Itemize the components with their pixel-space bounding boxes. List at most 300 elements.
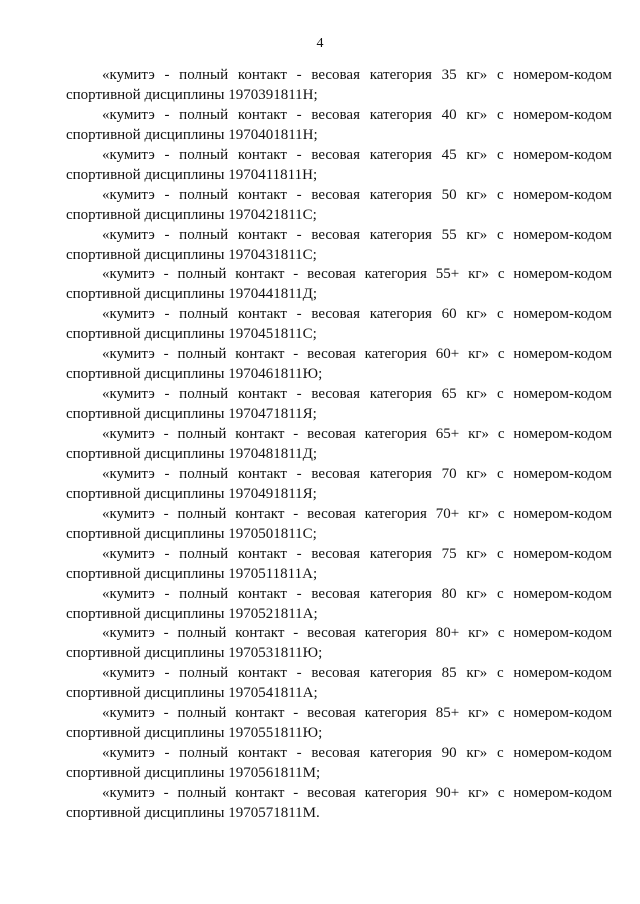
word-with: с (497, 745, 504, 762)
dash: - (164, 146, 170, 163)
word-with: с (497, 426, 505, 443)
word-with: с (497, 505, 505, 522)
word-category: категория (369, 745, 432, 762)
entry-first-line (66, 226, 612, 246)
quote-open-word: «кумитэ (102, 426, 155, 443)
entry-second-line (66, 644, 612, 664)
word-category: категория (364, 505, 427, 522)
weight-value: 55 (441, 226, 457, 243)
discipline-code: 1970511811А; (228, 565, 318, 582)
word-category: категория (369, 226, 432, 243)
dash: - (164, 67, 170, 83)
dash: - (163, 705, 169, 722)
word-category: категория (369, 386, 432, 403)
dash: - (296, 146, 302, 163)
entry-first-line (66, 505, 612, 525)
word-category: категория (364, 426, 427, 443)
entry-first-line (66, 704, 612, 724)
unit-close: кг» (466, 106, 488, 123)
word-category: категория (369, 545, 432, 562)
discipline-prefix: спортивной дисциплины (66, 326, 225, 343)
word-number-code: номером-кодом (513, 186, 612, 203)
entry-first-line (66, 425, 612, 445)
dash: - (164, 226, 170, 243)
word-weight: весовая (311, 306, 360, 323)
word-full: полный (177, 266, 227, 283)
word-number-code: номером-кодом (513, 306, 612, 323)
unit-close: кг» (468, 785, 490, 802)
weight-value: 80 (441, 585, 457, 602)
quote-open-word: «кумитэ (102, 465, 155, 482)
discipline-prefix: спортивной дисциплины (66, 565, 225, 582)
word-number-code: номером-кодом (513, 146, 612, 163)
unit-close: кг» (466, 306, 488, 323)
word-full: полный (179, 146, 229, 163)
dash: - (296, 67, 302, 83)
quote-open-word: «кумитэ (102, 346, 155, 363)
weight-value: 70 (441, 465, 457, 482)
unit-close: кг» (466, 585, 488, 602)
unit-close: кг» (468, 266, 490, 283)
discipline-prefix: спортивной дисциплины (66, 445, 225, 462)
word-full: полный (179, 465, 229, 482)
word-with: с (497, 106, 504, 123)
weight-value: 65+ (435, 426, 460, 443)
discipline-prefix: спортивной дисциплины (66, 685, 225, 702)
unit-close: кг» (466, 226, 488, 243)
dash: - (296, 106, 302, 123)
weight-value: 80+ (435, 625, 460, 642)
weight-value: 85+ (435, 705, 460, 722)
list-item (66, 385, 612, 425)
list-item (66, 226, 612, 266)
entry-second-line (66, 285, 612, 305)
weight-value: 90+ (435, 785, 460, 802)
unit-close: кг» (466, 745, 488, 762)
word-with: с (497, 226, 504, 243)
entry-second-line (66, 405, 612, 425)
dash: - (163, 625, 169, 642)
dash: - (296, 665, 302, 682)
word-weight: весовая (311, 386, 360, 403)
entry-first-line (66, 465, 612, 485)
entry-second-line (66, 525, 612, 545)
weight-value: 35 (441, 67, 457, 83)
discipline-prefix: спортивной дисциплины (66, 725, 225, 742)
weight-value: 65 (441, 386, 457, 403)
word-with: с (497, 665, 504, 682)
weight-value: 55+ (435, 266, 460, 283)
word-with: с (497, 186, 504, 203)
weight-value: 90 (441, 745, 457, 762)
dash: - (164, 465, 170, 482)
word-number-code: номером-кодом (513, 426, 612, 443)
discipline-prefix: спортивной дисциплины (66, 406, 225, 423)
unit-close: кг» (468, 705, 490, 722)
dash: - (296, 585, 302, 602)
word-number-code: номером-кодом (513, 67, 612, 83)
discipline-code: 1970531811Ю; (228, 645, 323, 662)
quote-open-word: «кумитэ (102, 226, 155, 243)
word-contact: контакт (235, 625, 285, 642)
discipline-code: 1970501811С; (228, 525, 317, 542)
discipline-code: 1970471811Я; (228, 406, 317, 423)
word-weight: весовая (311, 585, 360, 602)
word-contact: контакт (237, 146, 287, 163)
word-full: полный (179, 585, 229, 602)
list-item (66, 664, 612, 704)
unit-close: кг» (466, 186, 488, 203)
unit-close: кг» (466, 465, 488, 482)
entry-second-line (66, 206, 612, 226)
entry-second-line (66, 804, 612, 824)
list-item (66, 146, 612, 186)
list-item (66, 704, 612, 744)
discipline-prefix: спортивной дисциплины (66, 765, 225, 782)
word-weight: весовая (311, 146, 360, 163)
dash: - (163, 266, 169, 283)
word-with: с (497, 306, 504, 323)
dash: - (293, 625, 299, 642)
entry-first-line (66, 106, 612, 126)
entry-second-line (66, 86, 612, 106)
word-number-code: номером-кодом (513, 346, 612, 363)
unit-close: кг» (468, 625, 490, 642)
dash: - (296, 465, 302, 482)
word-contact: контакт (235, 346, 285, 363)
word-contact: контакт (237, 665, 287, 682)
discipline-prefix: спортивной дисциплины (66, 804, 225, 821)
word-number-code: номером-кодом (513, 465, 612, 482)
word-category: категория (364, 266, 427, 283)
word-contact: контакт (237, 186, 287, 203)
discipline-code: 1970461811Ю; (228, 366, 323, 383)
weight-value: 40 (441, 106, 457, 123)
word-category: категория (364, 705, 427, 722)
quote-open-word: «кумитэ (102, 545, 155, 562)
dash: - (296, 545, 302, 562)
word-weight: весовая (311, 106, 360, 123)
word-number-code: номером-кодом (513, 785, 612, 802)
word-full: полный (177, 505, 227, 522)
word-number-code: номером-кодом (513, 665, 612, 682)
discipline-prefix: спортивной дисциплины (66, 166, 225, 183)
word-weight: весовая (311, 665, 360, 682)
dash: - (163, 505, 169, 522)
word-weight: весовая (307, 426, 356, 443)
entry-first-line (66, 66, 612, 86)
weight-value: 85 (441, 665, 457, 682)
entry-first-line (66, 744, 612, 764)
word-full: полный (179, 545, 229, 562)
entry-second-line (66, 565, 612, 585)
word-contact: контакт (237, 226, 287, 243)
word-weight: весовая (307, 705, 356, 722)
entry-first-line (66, 585, 612, 605)
discipline-prefix: спортивной дисциплины (66, 645, 225, 662)
dash: - (293, 705, 299, 722)
list-item (66, 784, 612, 824)
quote-open-word: «кумитэ (102, 785, 155, 802)
list-item (66, 585, 612, 625)
quote-open-word: «кумитэ (102, 625, 155, 642)
quote-open-word: «кумитэ (102, 266, 155, 283)
word-with: с (497, 465, 504, 482)
discipline-code: 1970451811С; (228, 326, 317, 343)
word-full: полный (179, 67, 229, 83)
word-weight: весовая (307, 625, 356, 642)
dash: - (164, 106, 170, 123)
unit-close: кг» (466, 665, 488, 682)
word-weight: весовая (311, 67, 360, 83)
word-contact: контакт (237, 306, 287, 323)
discipline-prefix: спортивной дисциплины (66, 605, 225, 622)
list-item (66, 305, 612, 345)
discipline-code: 1970521811А; (228, 605, 318, 622)
word-weight: весовая (311, 465, 360, 482)
word-number-code: номером-кодом (513, 505, 612, 522)
discipline-prefix: спортивной дисциплины (66, 485, 225, 502)
word-weight: весовая (311, 745, 360, 762)
word-with: с (497, 146, 504, 163)
word-contact: контакт (237, 67, 287, 83)
word-contact: контакт (237, 585, 287, 602)
word-contact: контакт (237, 386, 287, 403)
list-item (66, 345, 612, 385)
word-number-code: номером-кодом (513, 106, 612, 123)
unit-close: кг» (468, 426, 490, 443)
word-category: категория (369, 306, 432, 323)
word-full: полный (179, 386, 229, 403)
entry-first-line (66, 545, 612, 565)
dash: - (296, 306, 302, 323)
dash: - (293, 505, 299, 522)
entry-second-line (66, 246, 612, 266)
discipline-code: 1970441811Д; (228, 286, 318, 303)
word-category: категория (369, 106, 432, 123)
entry-second-line (66, 764, 612, 784)
word-weight: весовая (311, 226, 360, 243)
unit-close: кг» (466, 146, 488, 163)
dash: - (164, 665, 170, 682)
unit-close: кг» (466, 545, 488, 562)
discipline-code: 1970421811С; (228, 206, 317, 223)
word-weight: весовая (311, 545, 360, 562)
dash: - (296, 745, 302, 762)
quote-open-word: «кумитэ (102, 505, 155, 522)
entry-second-line (66, 365, 612, 385)
unit-close: кг» (468, 346, 490, 363)
dash: - (163, 426, 169, 443)
word-with: с (497, 386, 504, 403)
dash: - (164, 186, 170, 203)
list-item (66, 106, 612, 146)
entry-first-line (66, 664, 612, 684)
unit-close: кг» (466, 67, 488, 83)
weight-value: 50 (441, 186, 457, 203)
dash: - (293, 785, 299, 802)
weight-value: 75 (441, 545, 457, 562)
entry-first-line (66, 784, 612, 804)
entry-second-line (66, 126, 612, 146)
word-category: категория (369, 67, 432, 83)
word-category: категория (364, 346, 427, 363)
word-full: полный (179, 665, 229, 682)
word-weight: весовая (307, 785, 356, 802)
word-with: с (497, 785, 505, 802)
discipline-code: 1970571811М. (228, 804, 320, 821)
quote-open-word: «кумитэ (102, 106, 155, 123)
quote-open-word: «кумитэ (102, 146, 155, 163)
quote-open-word: «кумитэ (102, 585, 155, 602)
word-contact: контакт (235, 785, 285, 802)
unit-close: кг» (466, 386, 488, 403)
dash: - (293, 266, 299, 283)
quote-open-word: «кумитэ (102, 745, 155, 762)
word-number-code: номером-кодом (513, 545, 612, 562)
entry-first-line (66, 265, 612, 285)
word-contact: контакт (237, 745, 287, 762)
discipline-prefix: спортивной дисциплины (66, 246, 225, 263)
list-item (66, 186, 612, 226)
word-weight: весовая (307, 505, 356, 522)
entry-first-line (66, 305, 612, 325)
word-contact: контакт (237, 465, 287, 482)
word-with: с (497, 585, 504, 602)
word-with: с (497, 346, 505, 363)
dash: - (164, 545, 170, 562)
word-category: категория (369, 665, 432, 682)
word-category: категория (369, 146, 432, 163)
dash: - (164, 585, 170, 602)
quote-open-word: «кумитэ (102, 705, 155, 722)
word-full: полный (177, 705, 227, 722)
dash: - (293, 346, 299, 363)
discipline-code: 1970551811Ю; (228, 725, 323, 742)
discipline-code: 1970541811А; (228, 685, 318, 702)
discipline-code: 1970491811Я; (228, 485, 317, 502)
quote-open-word: «кумитэ (102, 186, 155, 203)
word-contact: контакт (235, 426, 285, 443)
dash: - (163, 346, 169, 363)
word-category: категория (369, 585, 432, 602)
word-number-code: номером-кодом (513, 705, 612, 722)
word-weight: весовая (311, 186, 360, 203)
dash: - (164, 386, 170, 403)
word-with: с (497, 625, 505, 642)
list-item (66, 744, 612, 784)
discipline-prefix: спортивной дисциплины (66, 86, 225, 103)
discipline-code: 1970391811Н; (228, 86, 318, 103)
word-weight: весовая (307, 266, 356, 283)
word-category: категория (364, 625, 427, 642)
word-full: полный (177, 785, 227, 802)
word-number-code: номером-кодом (513, 266, 612, 283)
discipline-code: 1970411811Н; (228, 166, 318, 183)
word-with: с (497, 67, 504, 83)
discipline-prefix: спортивной дисциплины (66, 126, 225, 143)
word-contact: контакт (237, 106, 287, 123)
word-full: полный (179, 106, 229, 123)
entry-second-line (66, 485, 612, 505)
dash: - (163, 785, 169, 802)
quote-open-word: «кумитэ (102, 386, 155, 403)
dash: - (164, 306, 170, 323)
word-category: категория (364, 785, 427, 802)
discipline-prefix: спортивной дисциплины (66, 525, 225, 542)
entry-second-line (66, 724, 612, 744)
weight-value: 70+ (435, 505, 460, 522)
word-full: полный (177, 346, 227, 363)
entry-second-line (66, 445, 612, 465)
list-item (66, 425, 612, 465)
list-item (66, 624, 612, 664)
quote-open-word: «кумитэ (102, 665, 155, 682)
word-full: полный (179, 226, 229, 243)
entry-first-line (66, 186, 612, 206)
word-contact: контакт (235, 505, 285, 522)
word-full: полный (179, 745, 229, 762)
word-contact: контакт (237, 545, 287, 562)
word-weight: весовая (307, 346, 356, 363)
entry-second-line (66, 684, 612, 704)
discipline-code: 1970431811С; (228, 246, 317, 263)
discipline-prefix: спортивной дисциплины (66, 366, 225, 383)
word-full: полный (179, 186, 229, 203)
word-full: полный (179, 306, 229, 323)
entry-second-line (66, 605, 612, 625)
discipline-prefix: спортивной дисциплины (66, 286, 225, 303)
weight-value: 60+ (435, 346, 460, 363)
weight-value: 45 (441, 146, 457, 163)
discipline-list (66, 66, 612, 824)
word-number-code: номером-кодом (513, 625, 612, 642)
dash: - (293, 426, 299, 443)
dash: - (296, 186, 302, 203)
discipline-code: 1970481811Д; (228, 445, 318, 462)
list-item (66, 265, 612, 305)
quote-open-word: «кумитэ (102, 67, 155, 83)
word-full: полный (177, 426, 227, 443)
list-item (66, 465, 612, 505)
word-contact: контакт (235, 266, 285, 283)
word-full: полный (177, 625, 227, 642)
unit-close: кг» (468, 505, 490, 522)
list-item (66, 66, 612, 106)
word-number-code: номером-кодом (513, 386, 612, 403)
word-with: с (497, 266, 505, 283)
word-category: категория (369, 186, 432, 203)
entry-first-line (66, 345, 612, 365)
word-number-code: номером-кодом (513, 745, 612, 762)
discipline-code: 1970561811М; (228, 765, 321, 782)
word-number-code: номером-кодом (513, 226, 612, 243)
quote-open-word: «кумитэ (102, 306, 155, 323)
entry-second-line (66, 325, 612, 345)
word-number-code: номером-кодом (513, 585, 612, 602)
word-category: категория (369, 465, 432, 482)
word-with: с (497, 705, 505, 722)
weight-value: 60 (441, 306, 457, 323)
word-contact: контакт (235, 705, 285, 722)
entry-second-line (66, 166, 612, 186)
list-item (66, 505, 612, 545)
dash: - (164, 745, 170, 762)
discipline-prefix: спортивной дисциплины (66, 206, 225, 223)
word-with: с (497, 545, 504, 562)
entry-first-line (66, 146, 612, 166)
discipline-code: 1970401811Н; (228, 126, 318, 143)
